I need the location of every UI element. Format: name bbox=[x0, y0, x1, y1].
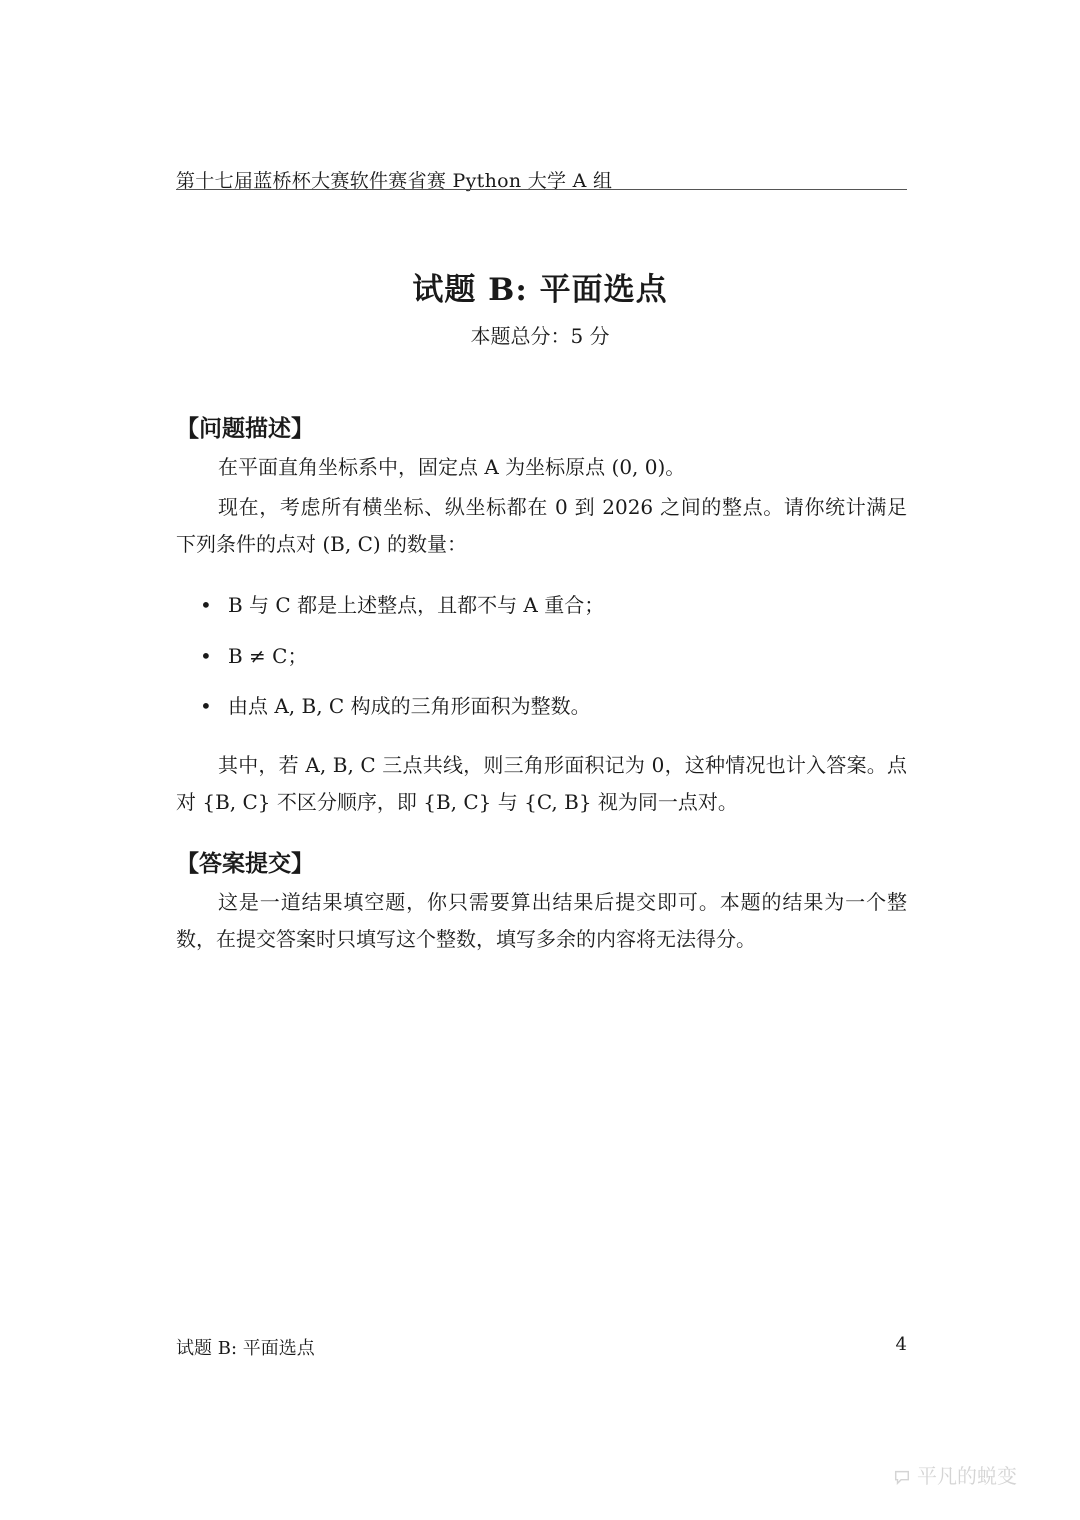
description-paragraph-2: 现在，考虑所有横坐标、纵坐标都在 0 到 2026 之间的整点。请你统计满足下列条件的点对 (B, C) 的数量： bbox=[176, 495, 907, 556]
description-paragraph-1: 在平面直角坐标系中，固定点 A 为坐标原点 (0, 0)。 bbox=[218, 455, 686, 479]
bullet-icon: • bbox=[200, 644, 212, 668]
watermark-text: 平凡的蜕变 bbox=[917, 1464, 1017, 1488]
running-header: 第十七届蓝桥杯大赛软件赛省赛 Python 大学 A 组 bbox=[176, 170, 613, 192]
header-rule bbox=[176, 189, 907, 190]
description-paragraph-3: 其中，若 A, B, C 三点共线，则三角形面积记为 0，这种情况也计入答案。点对 {B, C} 不区分顺序，即 {B, C} 与 {C, B} 视为同一点对。 bbox=[176, 753, 907, 814]
condition-text: 由点 A, B, C 构成的三角形面积为整数。 bbox=[228, 694, 591, 718]
submission-heading: 【答案提交】 bbox=[176, 850, 314, 877]
submission-paragraph: 这是一道结果填空题，你只需要算出结果后提交即可。本题的结果为一个整数，在提交答案时只填写这个整数，填写多余的内容将无法得分。 bbox=[176, 890, 907, 951]
condition-item bbox=[200, 690, 591, 719]
condition-text: B ≠ C； bbox=[228, 644, 308, 668]
page-number: 4 bbox=[895, 1334, 907, 1355]
problem-score: 本题总分：5 分 bbox=[470, 324, 610, 348]
condition-item bbox=[200, 589, 604, 618]
bullet-icon: • bbox=[200, 593, 212, 617]
bullet-icon: • bbox=[200, 694, 212, 718]
condition-text: B 与 C 都是上述整点，且都不与 A 重合； bbox=[228, 593, 605, 617]
watermark bbox=[893, 1460, 1017, 1489]
footer-title: 试题 B: 平面选点 bbox=[176, 1338, 315, 1359]
description-heading: 【问题描述】 bbox=[176, 415, 314, 442]
condition-item bbox=[200, 640, 307, 669]
chat-bubble-icon bbox=[893, 1468, 911, 1486]
problem-title: 试题 B: 平面选点 bbox=[412, 272, 668, 308]
